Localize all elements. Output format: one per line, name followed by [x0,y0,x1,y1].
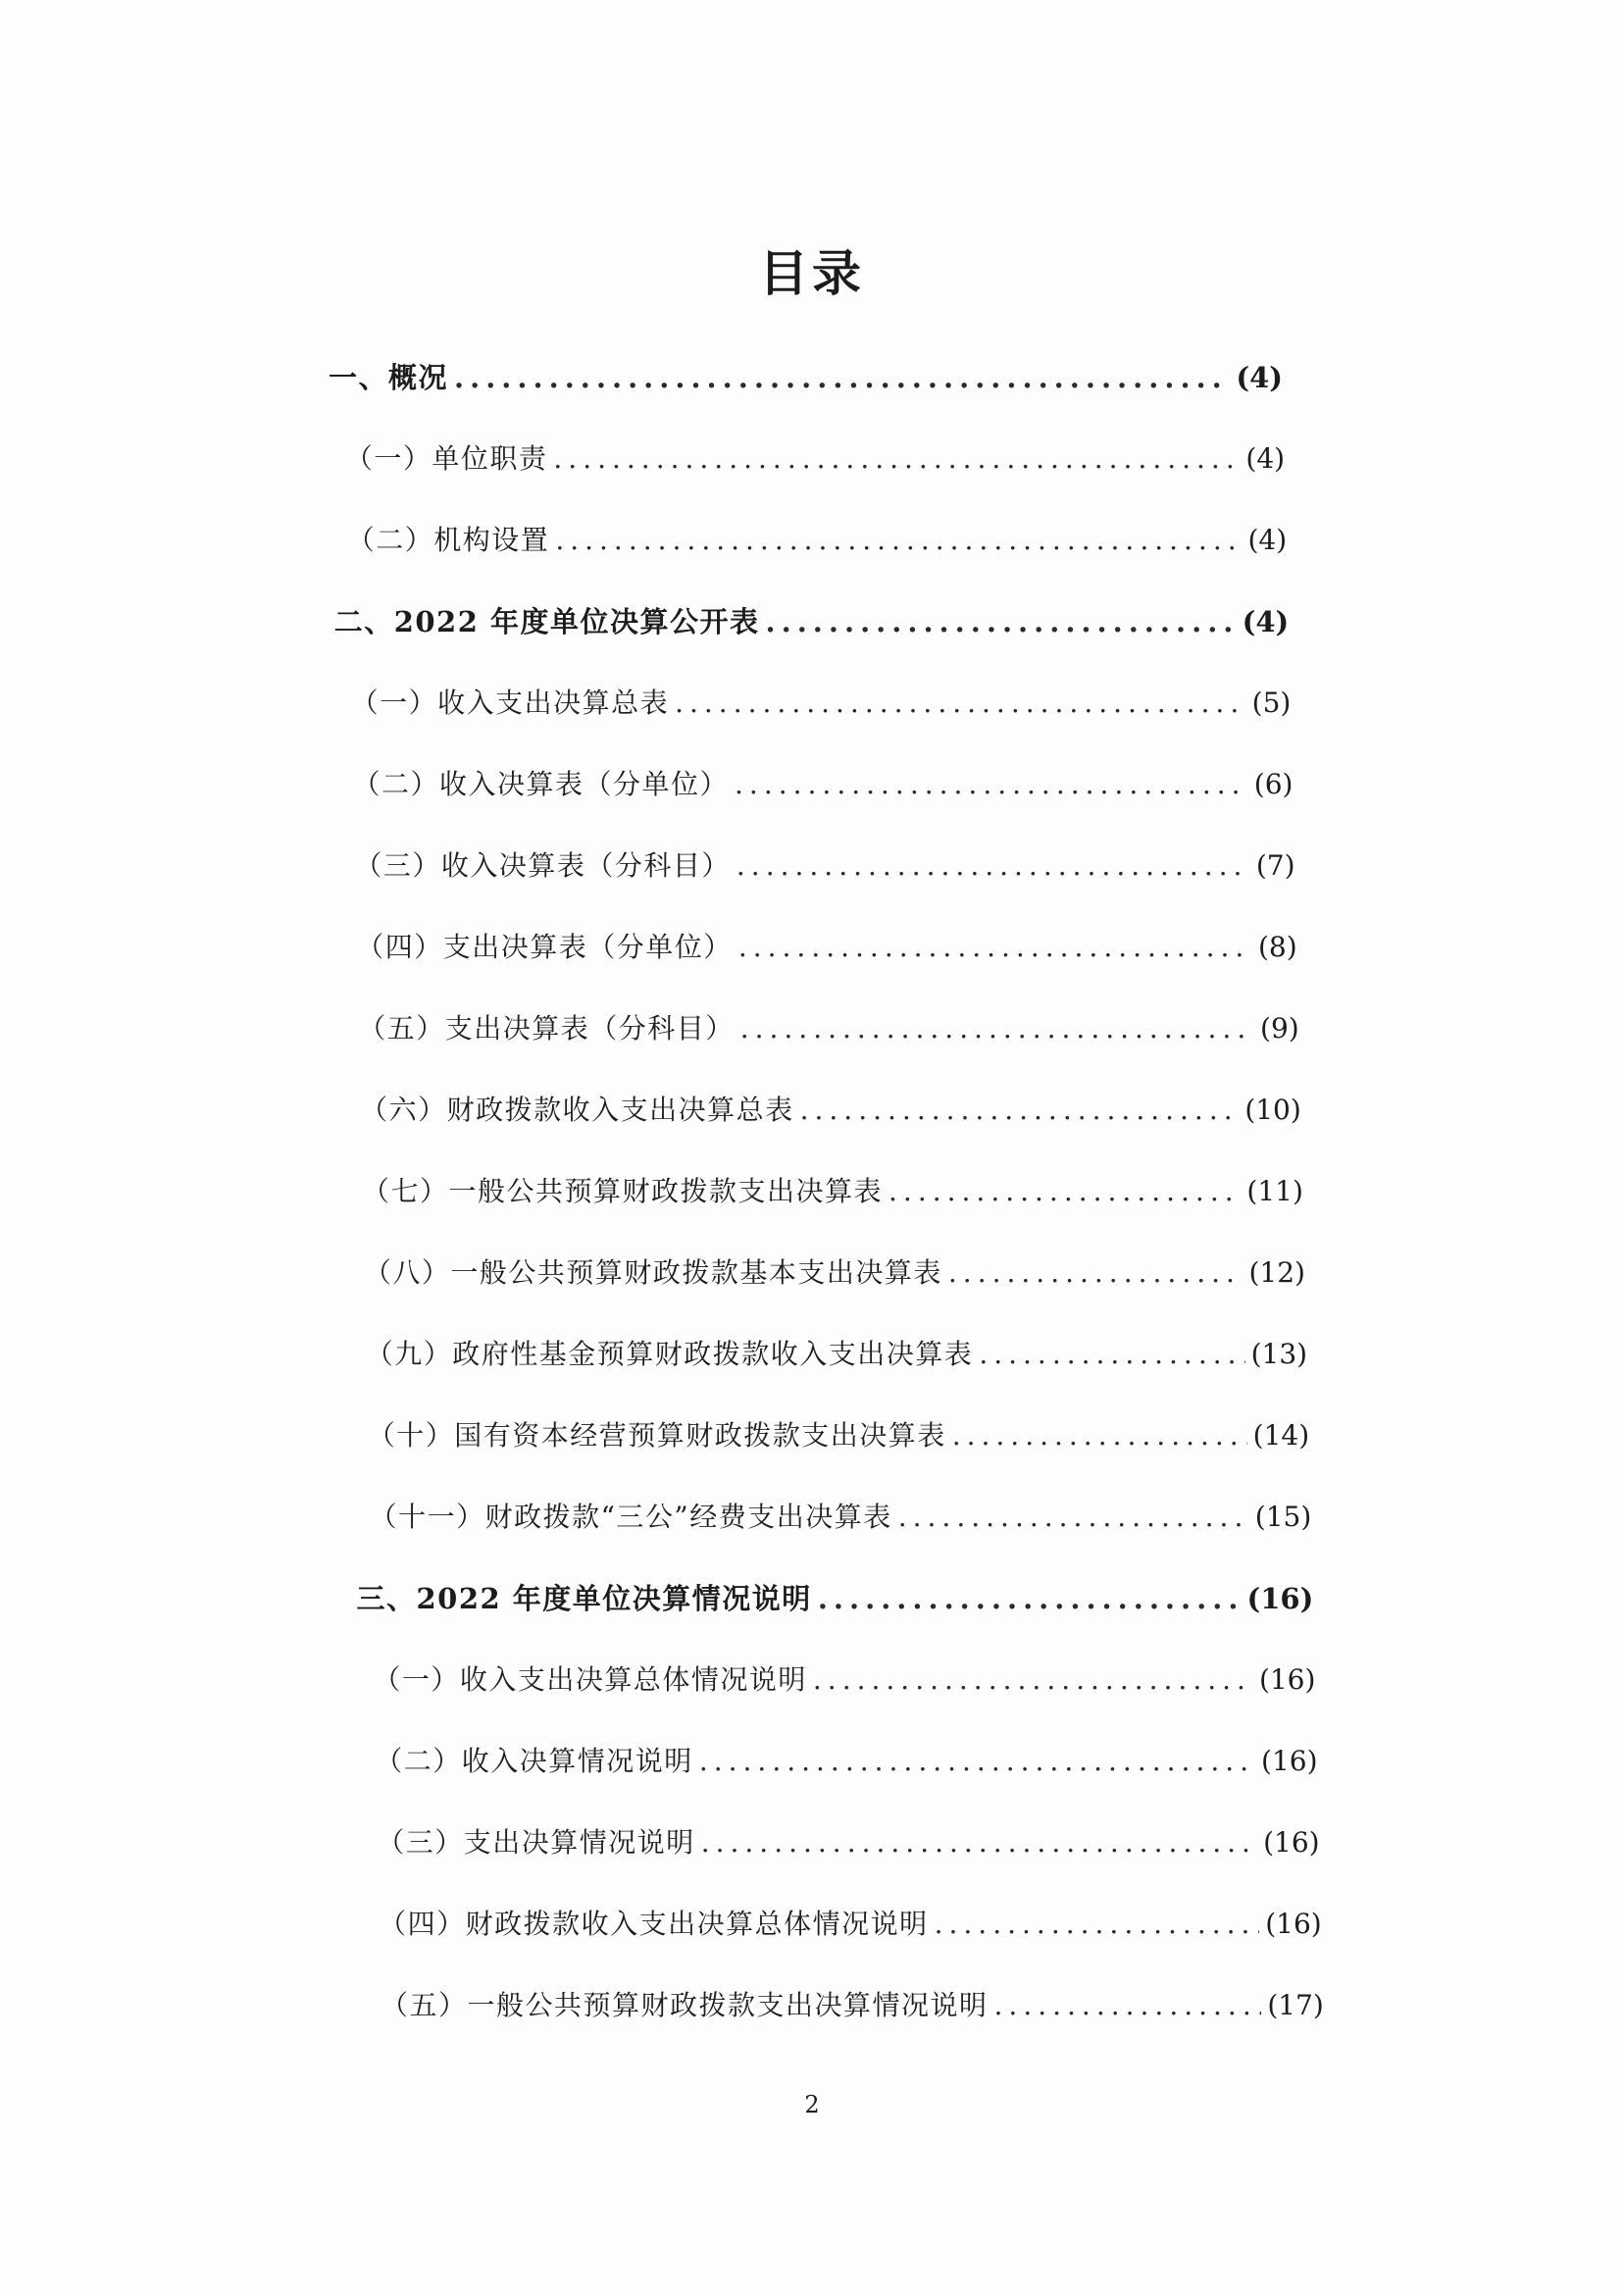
toc-entry[interactable] [345,434,1285,484]
toc-entry-page: (7) [1255,849,1295,882]
toc-entry-page: (5) [1251,687,1292,719]
toc-entry[interactable] [364,1249,1305,1298]
toc-entry-label: （八）一般公共预算财政拨款基本支出决算表 [363,1256,942,1289]
toc-entry-label: （一）收入支出决算总表 [350,687,670,719]
toc-entry-page: (16) [1263,1826,1320,1859]
page-number: 2 [804,2091,820,2118]
toc-entry[interactable] [373,1656,1315,1705]
toc-entry[interactable] [347,516,1287,565]
toc-entry[interactable] [353,760,1294,809]
dot-leader [766,597,1237,646]
dot-leader [935,1900,1260,1949]
toc-entry-label: （二）收入决算表（分单位） [352,768,730,800]
toc-entry[interactable] [381,1981,1324,2030]
toc-entry-label: （五）一般公共预算财政拨款支出决算情况说明 [381,1989,989,2021]
toc-entry-label: 一、概况 [329,361,449,394]
dot-leader [675,679,1246,728]
toc-entry[interactable] [329,353,1283,402]
dot-leader [699,1737,1255,1786]
dot-leader [736,841,1250,891]
toc-entry-page: (16) [1261,1745,1318,1777]
toc-entry[interactable] [354,841,1294,891]
dot-leader [994,1981,1262,2030]
toc-entry[interactable] [358,1004,1299,1053]
toc-entry-page: (10) [1244,1094,1301,1126]
toc-entry-page: (13) [1250,1338,1308,1370]
toc-entry[interactable] [360,1086,1301,1135]
toc-entry-page: (4) [1236,361,1283,394]
toc-entry-page: (4) [1245,442,1286,475]
toc-entry[interactable] [366,1330,1307,1379]
dot-leader [735,760,1248,809]
dot-leader [898,1493,1249,1542]
toc-entry-label: （二）收入决算情况说明 [375,1745,693,1777]
toc-entry-page: (6) [1253,768,1294,800]
dot-leader [818,1574,1242,1623]
dot-leader [740,1004,1254,1053]
toc-entry-page: (9) [1260,1012,1299,1045]
dot-leader [813,1656,1253,1705]
toc-entry-label: 三、2022 年度单位决算情况说明 [356,1582,812,1615]
toc-entry-page: (12) [1248,1256,1305,1289]
toc-entry-label: （五）支出决算表（分科目） [358,1012,735,1045]
toc-entry-page: (17) [1267,1989,1324,2021]
toc-entry-label: （七）一般公共预算财政拨款支出决算表 [362,1175,884,1207]
dot-leader [948,1249,1243,1298]
toc-entry-page: (16) [1258,1663,1316,1696]
dot-leader [800,1086,1240,1135]
toc-entry[interactable] [370,1493,1312,1542]
toc-entry-page: (4) [1242,605,1290,638]
toc-entry-page: (11) [1246,1175,1303,1207]
toc-entry-label: （三）支出决算情况说明 [377,1826,695,1859]
toc-entry-label: （九）政府性基金预算财政拨款收入支出决算表 [365,1338,974,1370]
toc-entry-page: (8) [1257,931,1297,963]
toc-entry-page: (16) [1265,1908,1322,1940]
toc-entry-label: （六）财政拨款收入支出决算总表 [360,1094,794,1126]
toc-entry[interactable] [368,1411,1309,1460]
toc-entry[interactable] [375,1737,1317,1786]
toc-entry[interactable] [334,597,1290,646]
toc-entry-label: （三）收入决算表（分科目） [354,849,731,882]
dot-leader [701,1818,1257,1867]
toc-entry-label: （一）收入支出决算总体情况说明 [373,1663,807,1696]
toc-entry-label: （四）财政拨款收入支出决算总体情况说明 [379,1908,929,1940]
toc-entry-label: （二）机构设置 [346,524,550,556]
toc-entry-page: (16) [1246,1582,1314,1615]
page-title: 目录 [759,244,865,302]
toc-entry[interactable] [357,1574,1314,1623]
toc-entry-page: (14) [1252,1419,1310,1452]
toc-entry[interactable] [351,679,1292,728]
dot-leader [454,353,1230,402]
dot-leader [979,1330,1244,1379]
toc-entry-label: （四）支出决算表（分单位） [356,931,733,963]
toc-entry-label: （十）国有资本经营预算财政拨款支出决算表 [367,1419,946,1452]
dot-leader [555,516,1242,565]
toc-entry-label: （一）单位职责 [344,442,548,475]
toc-entry[interactable] [362,1167,1303,1216]
dot-leader [888,1167,1241,1216]
dot-leader [553,434,1240,484]
dot-leader [952,1411,1247,1460]
toc-entry[interactable] [377,1818,1319,1867]
dot-leader [738,923,1252,972]
toc-entry[interactable] [356,923,1296,972]
toc-entry-label: （十一）财政拨款“三公”经费支出决算表 [369,1501,892,1533]
toc-entry[interactable] [379,1900,1322,1949]
toc-entry-page: (4) [1247,524,1288,556]
toc-entry-label: 二、2022 年度单位决算公开表 [333,605,760,638]
toc-entry-page: (15) [1254,1501,1312,1533]
